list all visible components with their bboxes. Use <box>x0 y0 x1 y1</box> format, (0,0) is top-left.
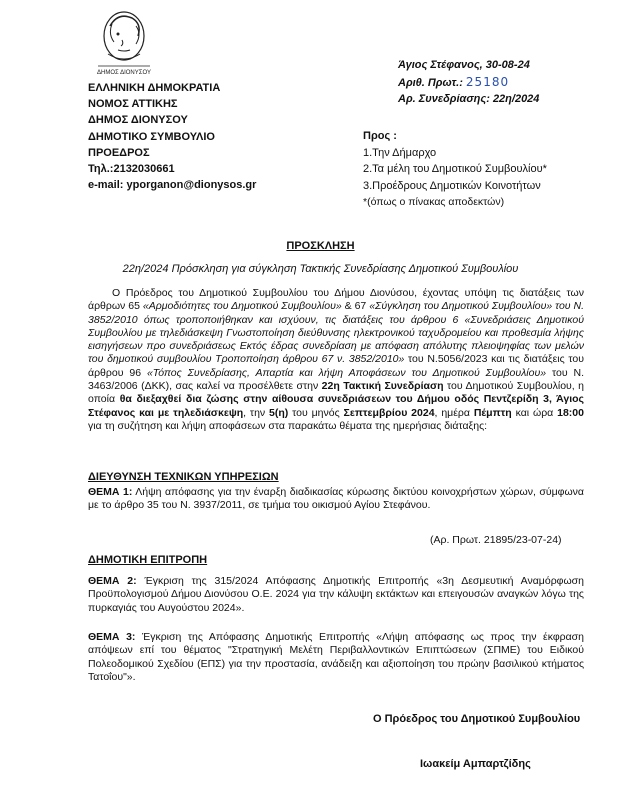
recipients-block <box>363 128 547 211</box>
recipients-label: Προς : <box>363 130 397 142</box>
agenda-item-label: ΘΕΜΑ 2: <box>88 575 137 587</box>
document-subtitle: 22η/2024 Πρόσκληση για σύγκληση Τακτικής Συνεδρίασης Δημοτικού Συμβουλίου <box>122 263 519 275</box>
agenda-item-3: ΘΕΜΑ 3: Έγκριση της Απόφασης Δημοτικής Επιτροπής «Λήψη απόφασης ως προς την έκφραση απόψεων επί του θέματος "Στρατηγική Μελέτη Περιβαλλοντικών Επιπτώσεων (ΣΠΜΕ) του Ειδικού Πολεοδομικού Σχεδίου (ΕΠΣ) για την προστασία, ανάδειξη και αξιοποίηση του πρώην βασιλικού κτήματος Τατοΐου"». <box>88 631 584 683</box>
section-heading-committee: ΔΗΜΟΤΙΚΗ ΕΠΙΤΡΟΠΗ <box>88 554 208 566</box>
protocol-line <box>398 74 539 92</box>
issuer-line: ΠΡΟΕΔΡΟΣ <box>88 146 150 159</box>
recipient-item: 1.Την Δήμαρχο <box>363 146 437 159</box>
invitation-body: Ο Πρόεδρος του Δημοτικού Συμβουλίου του Δήμου Διονύσου, έχοντας υπόψη τις διατάξεις των άρθρων 65 «Αρμοδιότητες του Δημοτικού Συμβουλίου» & 67 «Σύγκληση του Δημοτικού Συμβουλίου» του Ν. 3852/2010 όπως τροποποιήθηκαν και ισχύουν, τις διατάξεις του άρθρου 6 «Συνεδριάσεις Δημοτικού Συμβουλίου με τηλεδιάσκεψη Γνωστοποίηση διεύθυνσης ηλεκτρονικού ταχυδρομείου και προθεσμία λήψης εισηγήσεων προ συνεδριάσεως Εκτός έδρας συνεδρίαση με απόφαση απόλυτης πλειοψηφίας των μελών του δημοτικού συμβουλίου Τροποποίηση άρθρου 67 ν. 3852/2010» του Ν.5056/2023 και τις διατάξεις του άρθρου 96 «Τόπος Συνεδρίασης, Απαρτία και λήψη Αποφάσεων του Δημοτικού Συμβουλίου» του Ν. 3463/2006 (ΔΚΚ), σας καλεί να προσέλθετε στην 22η Τακτική Συνεδρίαση του Δημοτικού Συμβουλίου, η οποία θα διεξαχθεί δια ζώσης στην αίθουσα συνεδριάσεων του Δήμου οδός Πεντζερίδη 3, Άγιος Στέφανος και με τηλεδιάσκεψη, την 5(η) του μηνός Σεπτεμβρίου 2024, ημέρα Πέμπτη και ώρα 18:00 για τη συζήτηση και λήψη αποφάσεων στα παρακάτω θέματα της ημερήσιας διάταξης: <box>88 287 584 432</box>
phone: Τηλ.:2132030661 <box>88 163 175 176</box>
issuer-line: ΔΗΜΟΤΙΚΟ ΣΥΜΒΟΥΛΙΟ <box>88 130 215 143</box>
document-title: ΠΡΟΣΚΛΗΣΗ <box>286 240 355 252</box>
agenda-item-label: ΘΕΜΑ 3: <box>88 631 136 643</box>
agenda-item-1-reference: (Αρ. Πρωτ. 21895/23-07-24) <box>430 534 562 546</box>
place-date: Άγιος Στέφανος, 30-08-24 <box>398 59 530 71</box>
recipient-item: 2.Τα μέλη του Δημοτικού Συμβουλίου* <box>363 163 547 175</box>
municipality-logo <box>88 6 160 78</box>
issuer-block <box>88 80 256 193</box>
signature-name: Ιωακείμ Αμπαρτζίδης <box>420 758 531 770</box>
issuer-line: ΝΟΜΟΣ ΑΤΤΙΚΗΣ <box>88 98 178 111</box>
agenda-item-1: ΘΕΜΑ 1: Λήψη απόφασης για την έναρξη διαδικασίας κύρωσης δικτύου κοινοχρήστων χώρων, σύμφωνα με το άρθρο 35 του Ν. 3937/2011, σε τμήμα του οικισμού Αγίου Στεφάνου. <box>88 486 584 512</box>
recipient-item: 3.Προέδρους Δημοτικών Κοινοτήτων <box>363 179 541 192</box>
logo-caption: ΔΗΜΟΣ ΔΙΟΝΥΣΟΥ <box>97 70 151 76</box>
issuer-line: ΔΗΜΟΣ ΔΙΟΝΥΣΟΥ <box>88 114 188 127</box>
section-heading-technical: ΔΙΕΥΘΥΝΣΗ ΤΕΧΝΙΚΩΝ ΥΠΗΡΕΣΙΩΝ <box>88 471 279 483</box>
agenda-item-2: ΘΕΜΑ 2: Έγκριση της 315/2024 Απόφασης Δημοτικής Επιτροπής «3η Δεσμευτική Αναμόρφωση Προϋπολογισμού Δήμου Διονύσου Ο.Ε. 2024 για την κάλυψη εκτάκτων και επειγουσών αναγκών λόγω της πυρκαγιάς του Αυγούστου 2024». <box>88 575 584 614</box>
recipients-note: *(όπως ο πίνακας αποδεκτών) <box>363 196 505 208</box>
session-number: Αρ. Συνεδρίασης: 22η/2024 <box>398 93 540 105</box>
protocol-number: 25180 <box>465 74 510 89</box>
agenda-item-label: ΘΕΜΑ 1: <box>88 486 133 498</box>
document-meta <box>398 57 539 108</box>
protocol-label: Αριθ. Πρωτ.: <box>398 76 463 89</box>
issuer-line: ΕΛΛΗΝΙΚΗ ΔΗΜΟΚΡΑΤΙΑ <box>88 82 221 94</box>
email: e-mail: yporganon@dionysos.gr <box>88 179 257 192</box>
signature-role: Ο Πρόεδρος του Δημοτικού Συμβουλίου <box>373 713 581 725</box>
